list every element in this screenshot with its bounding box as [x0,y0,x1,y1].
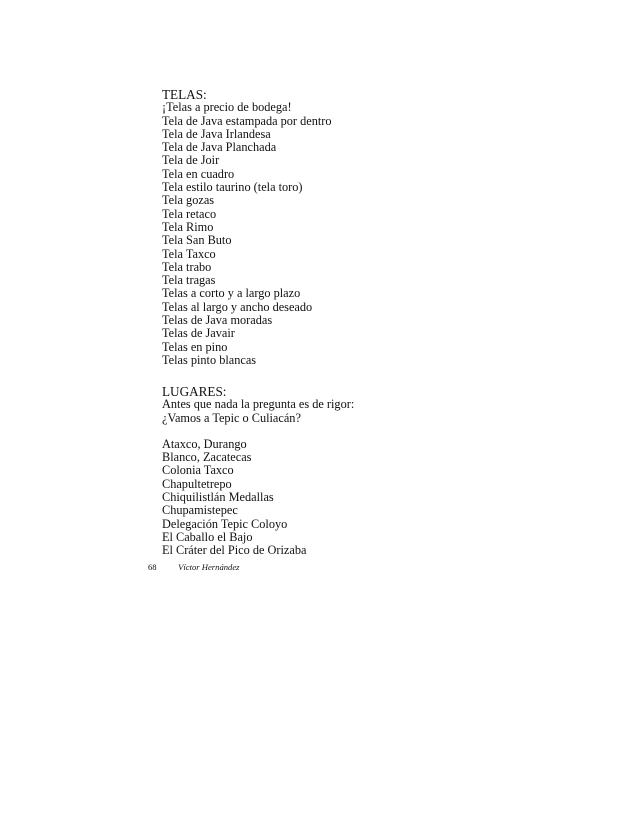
list-item: Tela Rimo [162,219,214,234]
list-item: Telas de Java moradas [162,313,273,328]
page-footer [148,562,240,572]
list-item: Tela en cuadro [162,166,235,181]
list-item: Telas pinto blancas [162,352,257,367]
list-item: Colonia Taxco [162,463,234,478]
list-item: Tela retaco [162,206,217,221]
intro-line: Antes que nada la pregunta es de rigor: [162,397,355,412]
list-item: Tela estilo taurino (tela toro) [162,180,303,195]
list-item: Tela de Java estampada por dentro [162,113,332,128]
spacer [162,425,582,438]
list-item: Telas a corto y a largo plazo [162,286,301,301]
lugares-heading: LUGARES: [162,384,227,399]
list-item: Tela de Java Irlandesa [162,126,271,141]
list-item: Tela San Buto [162,233,232,248]
list-item: Chapultetrepo [162,476,232,491]
list-item: ¡Telas a precio de bodega! [162,100,292,115]
telas-heading: TELAS: [162,87,207,102]
list-item: Ataxco, Durango [162,436,247,451]
telas-section [162,88,582,367]
intro-line: ¿Vamos a Tepic o Culiacán? [162,410,301,425]
list-item: Telas en pino [162,339,228,354]
list-item: El Cráter del Pico de Orizaba [162,543,307,558]
list-item: Telas al largo y ancho deseado [162,299,313,314]
author-name: Víctor Hernández [178,562,240,572]
list-item: El Caballo el Bajo [162,529,253,544]
list-item: Tela de Joir [162,153,220,168]
list-item: Tela trabo [162,259,212,274]
list-item: Telas de Javair [162,326,235,341]
lugares-section [162,385,582,558]
places-list [162,438,582,558]
list-item: Tela Taxco [162,246,216,261]
list-item: Tela tragas [162,273,216,288]
telas-list [162,101,582,367]
list-item: Delegación Tepic Coloyo [162,516,288,531]
list-item: Blanco, Zacatecas [162,450,252,465]
list-item: Tela de Java Planchada [162,140,277,155]
page-number: 68 [148,562,157,572]
list-item: Chiquilistlán Medallas [162,490,274,505]
list-item: Tela gozas [162,193,215,208]
list-item: Chupamistepec [162,503,238,518]
